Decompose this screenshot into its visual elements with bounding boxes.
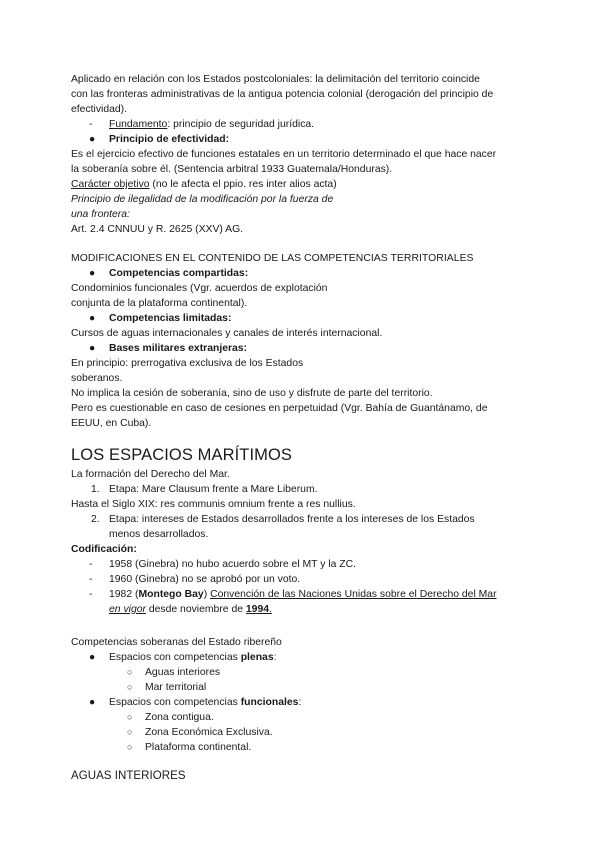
circle-item-zona-contigua xyxy=(71,710,531,725)
italic-line xyxy=(71,192,531,207)
zee-text: Zona Económica Exclusiva. xyxy=(145,727,273,738)
zona-contigua-text: Zona contigua. xyxy=(145,712,214,723)
circle-marker: ○ xyxy=(127,727,133,737)
ilegalidad-line-2: una frontera: xyxy=(71,209,130,220)
circle-item-mar-territorial xyxy=(71,680,531,695)
dash-item-1958 xyxy=(71,557,531,572)
paragraph-line: conjunta de la plataforma continental). xyxy=(71,298,248,309)
cod-1982-desde: desde noviembre de xyxy=(145,604,246,615)
document-page xyxy=(71,72,531,784)
section-heading: AGUAS INTERIORES xyxy=(71,770,186,782)
circle-marker: ○ xyxy=(127,682,133,692)
etapa-1-text: Etapa: Mare Clausum frente a Mare Liberum. xyxy=(109,484,318,495)
paragraph-line: soberanos. xyxy=(71,373,123,384)
cod-1982-vigor-wrap xyxy=(109,604,146,615)
paragraph-line: No implica la cesión de soberanía, sino de uso y disfrute de parte del territorio. xyxy=(71,388,433,399)
plataforma-text: Plataforma continental. xyxy=(145,742,252,753)
section-heading: MODIFICACIONES EN EL CONTENIDO DE LAS COMPETENCIAS TERRITORIALES xyxy=(71,253,474,264)
paragraph-line: Es el ejercicio efectivo de funciones estatales en un territorio determinado el que hace nacer xyxy=(71,149,497,160)
number-marker: 1. xyxy=(91,484,100,495)
numbered-item-2 xyxy=(71,512,531,527)
spacer xyxy=(71,617,531,635)
paragraph-line: Condominios funcionales (Vgr. acuerdos de explotación xyxy=(71,283,328,294)
funcionales-prefix: Espacios con competencias xyxy=(109,697,241,708)
dash-marker: - xyxy=(89,589,93,600)
bullet-marker: ● xyxy=(89,134,96,145)
circle-marker: ○ xyxy=(127,742,133,752)
limitadas-heading: Competencias limitadas: xyxy=(109,313,232,324)
article-line: Art. 2.4 CNNUU y R. 2625 (XXV) AG. xyxy=(71,224,244,235)
circle-marker: ○ xyxy=(127,712,133,722)
dash-marker: - xyxy=(89,574,93,585)
caracter-objetivo-line xyxy=(71,177,531,192)
dash-marker: - xyxy=(89,119,93,130)
italic-line xyxy=(71,207,531,222)
bullet-plenas xyxy=(71,650,531,665)
cod-1960-text: 1960 (Ginebra) no se aprobó por un voto. xyxy=(109,574,301,585)
cod-1982-close: ) xyxy=(203,589,211,600)
dash-marker: - xyxy=(89,559,93,570)
bullet-limitadas xyxy=(71,311,531,326)
bullet-bases xyxy=(71,341,531,356)
number-marker: 2. xyxy=(91,514,100,525)
funcionales-bold: funcionales xyxy=(240,697,299,708)
spacer xyxy=(71,237,531,251)
compartidas-heading: Competencias compartidas: xyxy=(109,268,249,279)
numbered-item-1 xyxy=(71,482,531,497)
cod-1958-text: 1958 (Ginebra) no hubo acuerdo sobre el MT y la ZC. xyxy=(109,559,357,570)
dash-item-fundamento xyxy=(71,117,531,132)
bullet-marker: ● xyxy=(89,652,96,663)
spacer xyxy=(71,755,531,769)
bullet-principio-efectividad xyxy=(71,132,531,147)
paragraph-line: Hasta el Siglo XIX: res communis omnium frente a res nullius. xyxy=(71,499,356,510)
circle-marker: ○ xyxy=(127,667,133,677)
bases-heading: Bases militares extranjeras: xyxy=(109,343,248,354)
etapa-2-text: Etapa: intereses de Estados desarrollados frente a los intereses de los Estados xyxy=(109,514,475,525)
codificacion-label: Codificación: xyxy=(71,544,137,555)
cod-1982-place: Montego Bay xyxy=(138,589,204,600)
mar-territorial-text: Mar territorial xyxy=(145,682,207,693)
bullet-marker: ● xyxy=(89,313,96,324)
ilegalidad-line-1: Principio de ilegalidad de la modificación por la fuerza de xyxy=(71,194,334,205)
caracter-text: (no le afecta el ppio. res inter alios acta) xyxy=(149,179,337,190)
cod-1982-year: 1982 ( xyxy=(109,589,139,600)
plenas-suffix: : xyxy=(273,652,277,663)
bullet-marker: ● xyxy=(89,697,96,708)
bullet-marker: ● xyxy=(89,268,96,279)
paragraph-line: La formación del Derecho del Mar. xyxy=(71,469,230,480)
dash-item-1960 xyxy=(71,572,531,587)
paragraph-line: con las fronteras administrativas de la antigua potencia colonial (derogación del principio de xyxy=(71,89,494,100)
paragraph-line: En principio: prerrogativa exclusiva de los Estados xyxy=(71,358,304,369)
fundamento-text: : principio de seguridad jurídica. xyxy=(167,119,315,130)
dash-item-1982 xyxy=(71,587,531,617)
plenas-bold: plenas xyxy=(240,652,274,663)
paragraph-line: Aplicado en relación con los Estados postcoloniales: la delimitación del territorio coincide xyxy=(71,74,480,85)
paragraph-line: Pero es cuestionable en caso de cesiones en perpetuidad (Vgr. Bahía de Guantánamo, de xyxy=(71,403,488,414)
chapter-title: LOS ESPACIOS MARÍTIMOS xyxy=(71,446,293,464)
paragraph-line: efectividad). xyxy=(71,104,128,115)
codificacion-heading xyxy=(71,542,531,557)
circle-item-zee xyxy=(71,725,531,740)
cod-1982-vigor: en vigor xyxy=(109,604,146,615)
paragraph-line: la soberanía sobre él. (Sentencia arbitral 1933 Guatemala/Honduras). xyxy=(71,164,393,175)
paragraph-line: Competencias soberanas del Estado ribereño xyxy=(71,637,282,648)
funcionales-suffix: : xyxy=(298,697,302,708)
paragraph-line: Cursos de aguas internacionales y canales de interés internacional. xyxy=(71,328,383,339)
cod-1982-convention: Convención de las Naciones Unidas sobre el Derecho del Mar xyxy=(210,589,497,600)
circle-item-aguas-interiores xyxy=(71,665,531,680)
cod-1982-year-wrap xyxy=(246,604,272,615)
circle-item-plataforma xyxy=(71,740,531,755)
caracter-label: Carácter objetivo xyxy=(71,179,150,190)
bullet-marker: ● xyxy=(89,343,96,354)
bullet-funcionales xyxy=(71,695,531,710)
bullet-compartidas xyxy=(71,266,531,281)
efectividad-heading: Principio de efectividad: xyxy=(109,134,230,145)
fundamento-label: Fundamento xyxy=(109,119,168,130)
aguas-interiores-text: Aguas interiores xyxy=(145,667,221,678)
cod-1982-dot: . xyxy=(269,604,272,615)
paragraph-line: EEUU, en Cuba). xyxy=(71,418,152,429)
cod-1982-1994: 1994 xyxy=(245,604,270,615)
numbered-item-2-cont: menos desarrollados. xyxy=(109,529,209,540)
plenas-prefix: Espacios con competencias xyxy=(109,652,241,663)
